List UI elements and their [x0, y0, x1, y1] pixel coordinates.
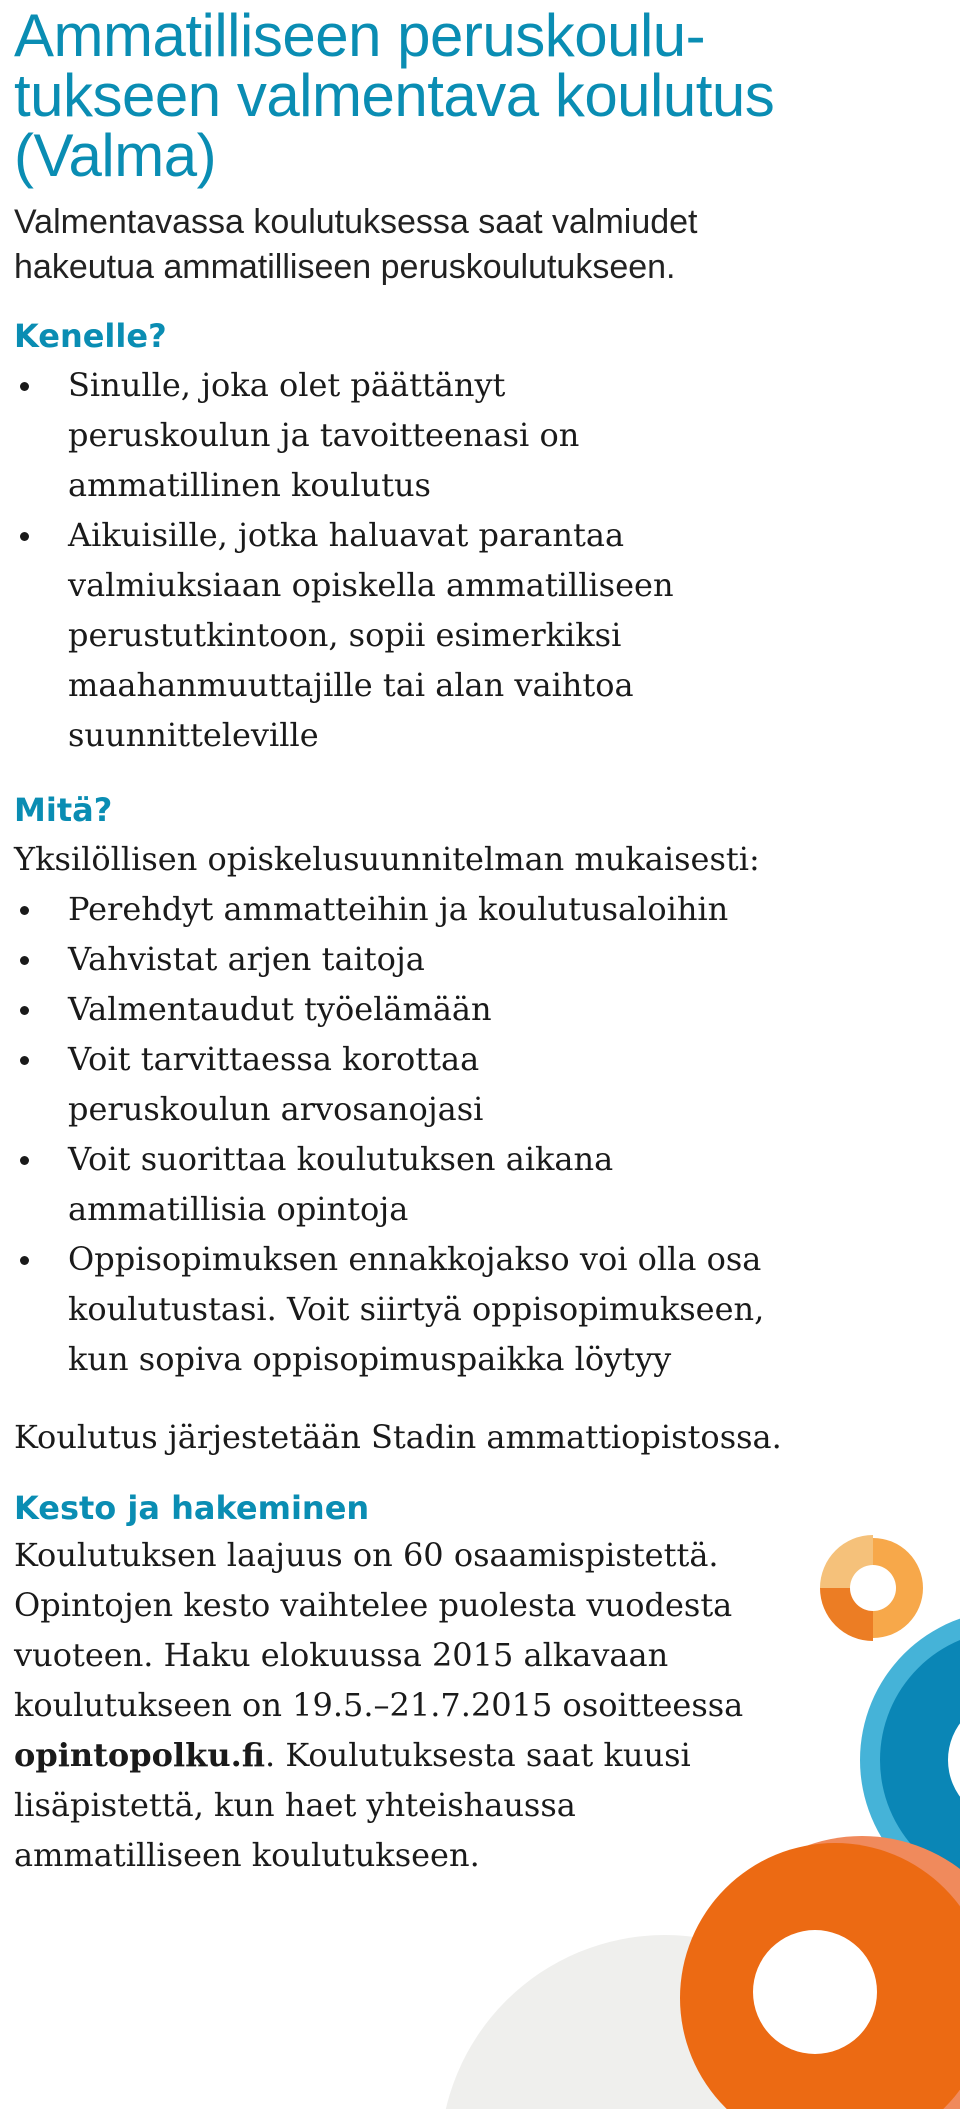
section-heading-kesto: Kesto ja hakeminen [14, 1489, 370, 1527]
list-item: Oppisopimuksen ennakkojakso voi olla osa koulutustasi. Voit siirtyä oppisopimukseen, kun sopiva oppisopimuspaikka löytyy [14, 1234, 768, 1384]
list-item: Vahvistat arjen taitoja [14, 934, 814, 984]
list-item: Voit suorittaa koulutuksen aikana ammatillisia opintoja [14, 1134, 628, 1234]
mita-intro: Yksilöllisen opiskelusuunnitelman mukaisesti: [14, 840, 760, 878]
location-note: Koulutus järjestetään Stadin ammattiopistossa. [14, 1418, 782, 1456]
list-item: Perehdyt ammatteihin ja koulutusaloihin [14, 884, 814, 934]
page-title: Ammatilliseen peruskoulu-tukseen valmentava koulutus (Valma) [14, 2, 775, 189]
list-item: Valmentaudut työelämään [14, 984, 814, 1034]
large-orange-ring-hole [753, 1930, 877, 2054]
lead-paragraph: Valmentavassa koulutuksessa saat valmiudet hakeutua ammatilliseen peruskoulutukseen. [14, 203, 698, 286]
small-orange-ring-hole [850, 1565, 896, 1611]
opintopolku-link[interactable]: opintopolku.fi [14, 1736, 265, 1774]
section-heading-kenelle: Kenelle? [14, 317, 167, 355]
section-heading-mita: Mitä? [14, 791, 113, 829]
kesto-text-before: Koulutuksen laajuus on 60 osaamispistettä. Opintojen kesto vaihtelee puolesta vuodesta vuoteen. Haku elokuussa 2015 alkavaan koulutukseen on 19.5.–21.7.2015 osoitteessa [14, 1536, 744, 1724]
list-item: Aikuisille, jotka haluavat parantaa valmiuksiaan opiskella ammatilliseen perustutkintoon, sopii esimerkiksi maahanmuuttajille tai alan vaihtoa suunnitteleville [14, 510, 803, 760]
kesto-text-after: . Koulutuksesta saat kuusi lisäpistettä, kun haet yhteishaussa ammatilliseen koulutukseen. [14, 1736, 691, 1874]
list-item: Voit tarvittaessa korottaa peruskoulun arvosanojasi [14, 1034, 668, 1134]
list-item: Sinulle, joka olet päättänyt peruskoulun ja tavoitteenasi on ammatillinen koulutus [14, 360, 608, 510]
